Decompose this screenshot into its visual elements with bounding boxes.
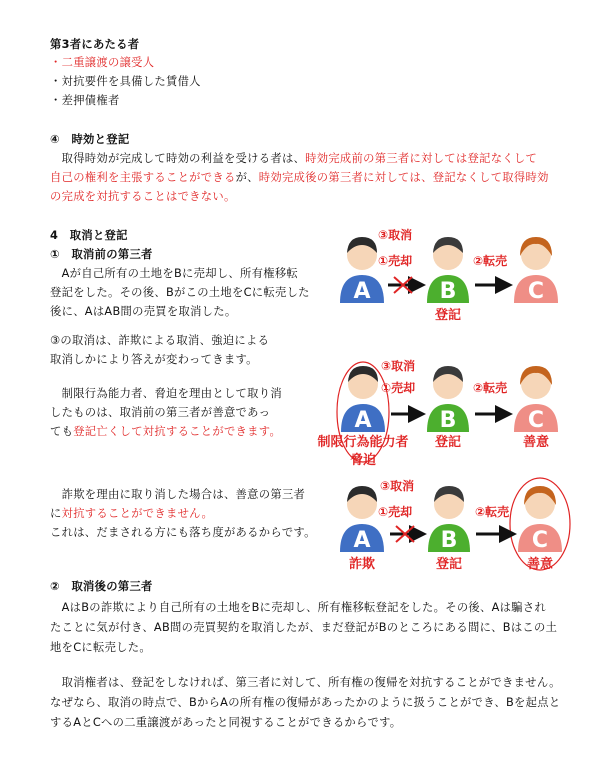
list-item: ・差押債権者 <box>50 94 120 107</box>
paragraph-line: これは、だまされる方にも落ち度があるからです。 <box>50 526 316 539</box>
person-label-b: B <box>440 528 458 553</box>
text-normal: ても <box>50 425 74 438</box>
label-cancel: ③取消 <box>378 228 413 242</box>
list-item: ・二重譲渡の譲受人 <box>50 56 155 69</box>
label-sale: ①売却 <box>381 381 416 395</box>
diagram-before-cancel <box>330 225 590 325</box>
paragraph-line: 取消しかにより答えが変わってきます。 <box>50 353 258 366</box>
person-label-a: A <box>354 408 372 433</box>
label-resale: ②転売 <box>475 505 510 519</box>
person-a-icon <box>340 237 384 304</box>
label-sale: ①売却 <box>378 505 413 519</box>
third-party-heading: 第3者にあたる者 <box>50 38 140 51</box>
person-a-icon <box>341 366 385 433</box>
person-label-c: C <box>527 408 545 433</box>
label-resale: ②転売 <box>473 254 508 268</box>
label-cancel: ③取消 <box>380 479 415 493</box>
person-b-icon <box>427 237 469 304</box>
sub-heading-before: ① 取消前の第三者 <box>50 248 153 261</box>
person-label-b: B <box>439 408 457 433</box>
paragraph-line: したものは、取消前の第三者が善意であっ <box>50 406 271 419</box>
caption-good-faith: 善意 <box>526 557 554 572</box>
caption-fraud: 詐欺 <box>348 557 376 572</box>
paragraph-line: ③の取消は、詐欺による取消、強迫による <box>50 334 270 347</box>
text-highlight: 時効完成後の第三者に対しては、登記なくして取得時効 <box>258 171 549 184</box>
caption-incapacity: 制限行為能力者 <box>317 435 409 450</box>
text-highlight: 登記亡くして対抗することができます。 <box>73 425 282 438</box>
text-highlight: 自己の権利を主張することができる <box>50 171 236 184</box>
diagram-fraud <box>320 476 590 576</box>
label-cancel: ③取消 <box>381 359 416 373</box>
paragraph-line: 後に、AはAB間の売買を取消した。 <box>50 305 237 318</box>
caption-good-faith: 善意 <box>522 435 550 450</box>
list-item: ・対抗要件を具備した賃借人 <box>50 75 201 88</box>
caption-registration: 登記 <box>434 435 462 450</box>
paragraph-line <box>50 170 549 186</box>
person-c-icon <box>514 366 558 433</box>
person-label-a: A <box>353 528 371 553</box>
text-highlight: 時効完成前の第三者に対しては登記なくして <box>305 152 538 165</box>
person-label-c: C <box>531 528 549 553</box>
label-sale: ①売却 <box>378 254 413 268</box>
section-heading-cancel: 4 取消と登記 <box>50 229 128 242</box>
paragraph-line: 登記をした。その後、Bがこの土地をCに転売した <box>50 286 310 299</box>
paragraph-line: なぜなら、取消の時点で、BからAの所有権の復帰があったかのように扱うことができ、Bを起点と <box>50 696 561 709</box>
text-normal: に <box>50 507 62 520</box>
paragraph-line <box>50 424 281 440</box>
paragraph-line: 制限行為能力者、脅迫を理由として取り消 <box>50 387 282 400</box>
paragraph-line: たことに気が付き、AB間の売買契約を取消したが、まだ登記がBのところにある間に、Bはこの土 <box>50 621 558 634</box>
paragraph-line <box>50 151 537 167</box>
caption-duress: 脅迫 <box>349 453 377 468</box>
text-highlight: 対抗することができません。 <box>61 507 214 520</box>
person-a-icon <box>340 486 384 553</box>
section-heading-prescription: ④ 時効と登記 <box>50 133 130 146</box>
caption-registration: 登記 <box>434 308 462 323</box>
paragraph-line: 詐欺を理由に取り消した場合は、善意の第三者 <box>50 488 306 501</box>
paragraph-line: 地をCに転売した。 <box>50 641 151 654</box>
person-label-b: B <box>439 279 457 304</box>
caption-registration: 登記 <box>435 557 463 572</box>
label-resale: ②転売 <box>473 381 508 395</box>
text-normal: が、 <box>235 171 259 184</box>
text-normal: 取得時効が完成して時効の利益を受ける者は、 <box>50 152 306 165</box>
person-label-a: A <box>353 279 371 304</box>
paragraph-line: Aが自己所有の土地をBに売却し、所有権移転 <box>50 267 299 280</box>
paragraph-line: AはBの詐欺により自己所有の土地をBに売却し、所有権移転登記をした。その後、Aは騙され <box>50 601 547 614</box>
sub-heading-after: ② 取消後の第三者 <box>50 580 153 593</box>
diagram-incapacity <box>305 352 590 470</box>
person-b-icon <box>428 486 470 553</box>
paragraph-line <box>50 506 213 522</box>
paragraph-line: するAとCへの二重譲渡があったと同視することができるからです。 <box>50 716 402 729</box>
person-c-icon <box>514 237 558 304</box>
person-b-icon <box>427 366 469 433</box>
paragraph-line: 取消権者は、登記をしなければ、第三者に対して、所有権の復帰を対抗することができません。 <box>50 676 561 689</box>
person-label-c: C <box>527 279 545 304</box>
paragraph-line: の完成を対抗することはできない。 <box>50 190 236 203</box>
person-c-icon <box>518 486 562 553</box>
